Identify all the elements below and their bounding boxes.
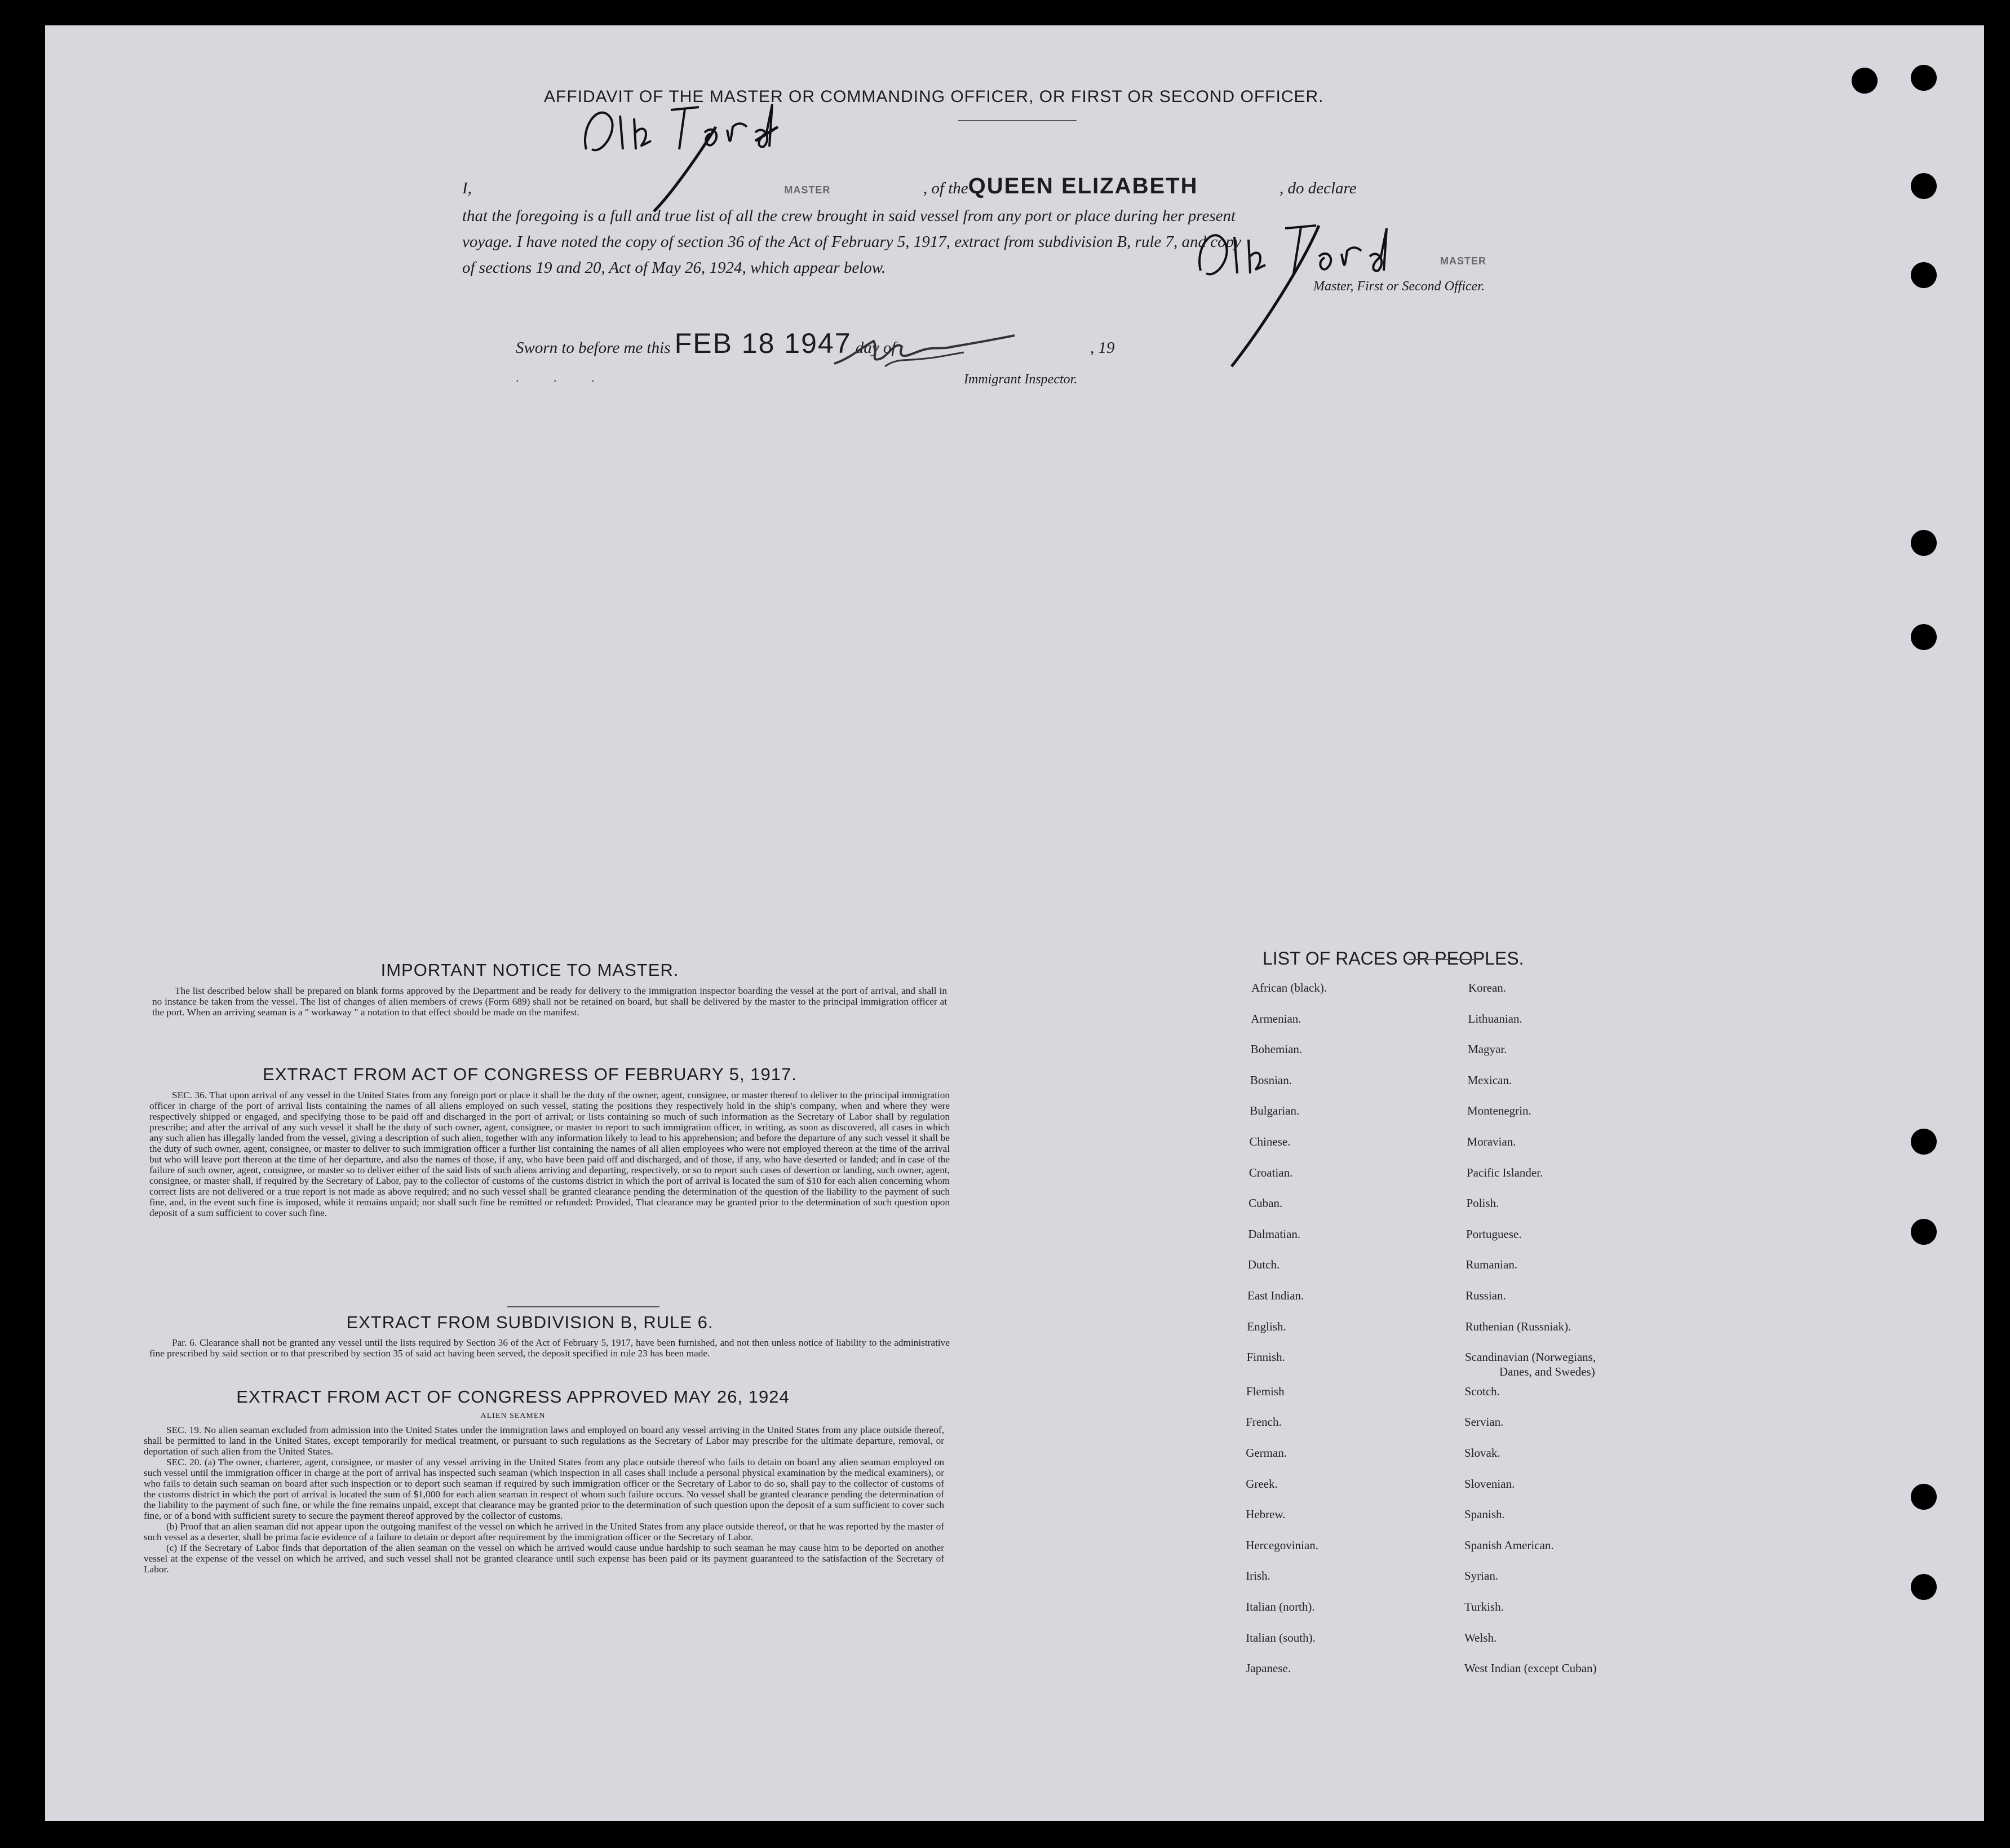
race-entry: Syrian. (1464, 1569, 1499, 1583)
extract-1924-subtitle: ALIEN SEAMEN (480, 1412, 546, 1420)
inspector-signature (829, 319, 1020, 383)
race-entry: Turkish. (1464, 1600, 1504, 1613)
extract-1917-paragraph: SEC. 36. That upon arrival of any vessel in the United States from any foreign port or place it shall be the duty of the owner, agent, consignee, or master thereof to deliver to the principal immigration officer in charge of the port of arrival lists containing the names of all aliens employed on such vessel, stating the positions they respectively hold in the ship's company, when and where they were respectively shipped or engaged, and specifying those to be paid off and discharged in the port of arrival; or lists containing so much of such information as the Secretary of Labor shall by regulation prescribe; and after the arrival of any such vessel it shall be the duty of such owner, agent, consignee, or master to report to such immigration officer, in writing, as soon as discovered, all cases in which any such alien has illegally landed from the vessel, giving a description of such alien, together with any information likely to lead to his apprehension; and before the departure of any such vessel it shall be the duty of such owner, agent, consignee, or master to deliver to such immigration officer a further list containing the names of all alien employees who were not employed thereon at the time of the arrival but who will leave port thereon at the time of her departure, and also the names of those, if any, who have been paid off and discharged, and of those, if any, who have deserted or landed; and in case of the failure of such owner, agent, consignee, or master so to deliver either of the said lists of such aliens arriving and departing, respectively, or so to report such cases of desertion or landing, such owner, agent, consignee, or master shall, if required by the Secretary of Labor, pay to the collector of customs of the customs district in which the port of arrival is located the sum of $10 for each alien concerning whom correct lists are not delivered or a true report is not made as above required; and no such vessel shall be granted clearance pending the determination of the question of the liability to the payment of such fine, and, in the event such fine is imposed, while it remains unpaid; nor shall such fine be remitted or refunded: Provided, That clearance may be granted prior to the determination of such question upon deposit of a sum sufficient to cover such fine. (149, 1090, 950, 1218)
race-entry: Finnish. (1246, 1350, 1285, 1364)
race-entry: Portuguese. (1466, 1227, 1522, 1241)
ship-name: QUEEN ELIZABETH (968, 174, 1198, 198)
sec-20a-paragraph: SEC. 20. (a) The owner, charterer, agent, consignee, or master of any vessel arriving in the United States from any place outside thereof who fails to detain on board any alien seaman employed on such vessel until the immigration officer in charge at the port of arrival has inspected such seaman (which inspection in all cases shall include a personal physical examination by the medical examiners), or who fails to detain such seaman on board after such inspection or to deport such seaman if required by such immigration officer or the Secretary of Labor to do so, shall pay to the collector of customs of the customs district in which the port of arrival is located the sum of $1,000 for each alien seaman in respect of whom such failure occurs. No vessel shall be granted clearance pending the determination of the liability to the payment of such fine, or while the fine remains unpaid, except that clearance may be granted prior to the determination of such question upon the deposit of a sum sufficient to cover such fine, or of a bond with sufficient surety to secure the payment thereof approved by the collector of customs. (144, 1457, 944, 1521)
extract-1924-text (144, 1425, 944, 1575)
section-rule (507, 1306, 659, 1307)
subdivision-paragraph: Par. 6. Clearance shall not be granted any vessel until the lists required by Section 36 of the Act of February 5, 1917, have been furnished, and not then unless notice of liability to the administrative fine prescribed by said section or to that prescribed by section 35 of said act having been served, the deposit specified in rule 23 has been made. (149, 1337, 950, 1359)
race-entry: Ruthenian (Russniak). (1465, 1319, 1571, 1333)
race-entry: Chinese. (1249, 1135, 1291, 1148)
race-entry: Irish. (1246, 1569, 1270, 1583)
race-entry: French. (1246, 1415, 1282, 1429)
race-entry: Slovak. (1464, 1446, 1500, 1460)
declaration-line-3: voyage. I have noted the copy of section 36 of the Act of February 5, 1917, extract from subdivision B, rule 7, and copy (462, 233, 1242, 251)
sworn-day-of: day of (855, 339, 896, 357)
race-entry: Korean. (1468, 981, 1507, 994)
affidavit-title: AFFIDAVIT OF THE MASTER OR COMMANDING OFFICER, OR FIRST OR SECOND OFFICER. (544, 87, 1324, 106)
race-entry: Lithuanian. (1468, 1011, 1522, 1025)
sec-19-paragraph: SEC. 19. No alien seaman excluded from admission into the United States under the immigration laws and employed on board any vessel arriving in the United States from any place outside thereof, shall be permitted to land in the United States, except temporarily for medical treatment, or pursuant to such regulations as the Secretary of Labor may prescribe for the ultimate departure, removal, or deportation of such alien from the United States. (144, 1425, 944, 1457)
inspector-caption: Immigrant Inspector. (964, 372, 1078, 387)
race-entry: Magyar. (1468, 1042, 1507, 1056)
declaration-of: , of the (923, 179, 968, 197)
extract-1917-text (149, 1090, 950, 1218)
race-entry: Cuban. (1248, 1196, 1283, 1210)
binder-hole (1911, 65, 1937, 91)
races-title-rule (1409, 959, 1482, 960)
race-entry-continuation: Danes, and Swedes) (1499, 1365, 1595, 1378)
race-entry: Servian. (1464, 1415, 1504, 1429)
race-entry: Spanish. (1464, 1507, 1505, 1522)
notice-title: IMPORTANT NOTICE TO MASTER. (380, 960, 679, 980)
race-entry: Flemish (1246, 1384, 1285, 1398)
binder-hole (1911, 624, 1937, 650)
binder-hole (1911, 530, 1937, 556)
binder-hole (1852, 68, 1878, 94)
sec-20b-paragraph: (b) Proof that an alien seaman did not appear upon the outgoing manifest of the vessel on which he arrived in the United States from any place outside thereof, or that he was reported by the master of such vessel as a deserter, shall be prima facie evidence of a failure to detain or deport after requirement by the immigration officer or the Secretary of Labor. (144, 1521, 944, 1542)
race-entry: West Indian (except Cuban) (1464, 1661, 1597, 1675)
declaration-suffix: , do declare (1279, 179, 1357, 197)
race-entry: Russian. (1466, 1289, 1506, 1302)
binder-hole (1911, 1129, 1937, 1155)
race-entry: Moravian. (1467, 1135, 1516, 1148)
dot-leader: . . . (516, 370, 610, 384)
race-entry: Greek. (1246, 1476, 1278, 1491)
race-entry: Dalmatian. (1248, 1227, 1301, 1241)
race-entry: Slovenian. (1464, 1476, 1515, 1491)
binder-hole (1911, 173, 1937, 199)
race-entry: Mexican. (1467, 1073, 1512, 1087)
signer-caption: Master, First or Second Officer. (1313, 279, 1485, 294)
declaration-line-4: of sections 19 and 20, Act of May 26, 1924, which appear below. (462, 259, 886, 277)
sec-20c-paragraph: (c) If the Secretary of Labor finds that deportation of the alien seaman on the vessel on which he arrived would cause undue hardship to such seaman he may cause him to be deported on another vessel at the expense of the vessel on which he arrived, and such vessel shall not be granted clearance until such expense has been paid or its payment guaranteed to the satisfaction of the Secretary of Labor. (144, 1542, 944, 1575)
race-entry: Scandinavian (Norwegians, (1465, 1350, 1596, 1364)
sworn-year: , 19 (1090, 339, 1115, 357)
race-entry: East Indian. (1247, 1289, 1304, 1302)
rank-stamp: MASTER (784, 184, 831, 196)
notice-paragraph: The list described below shall be prepared on blank forms approved by the Department and be ready for delivery to the immigration inspector boarding the vessel at the port of arrival, and shall in no instance be taken from the vessel. The list of changes of alien members of crews (Form 689) shall not be retained on board, but shall be delivered by the master to the principal immigration officer at the port. When an arriving seaman is a " workaway " a notation to that effect should be made on the manifest. (152, 985, 947, 1018)
master-signature-2 (1178, 214, 1426, 381)
race-entry: Bohemian. (1250, 1042, 1303, 1056)
race-entry: Hercegovinian. (1246, 1538, 1319, 1552)
race-entry: Hebrew. (1246, 1507, 1286, 1522)
race-entry: Rumanian. (1466, 1258, 1518, 1272)
binder-hole (1911, 262, 1937, 288)
document-page (45, 25, 1984, 1821)
notice-text (152, 985, 947, 1018)
subdivision-title: EXTRACT FROM SUBDIVISION B, RULE 6. (346, 1312, 714, 1332)
sworn-prefix: Sworn to before me this (516, 339, 671, 357)
race-entry: Dutch. (1247, 1258, 1280, 1272)
binder-hole (1911, 1219, 1937, 1245)
race-entry: Scotch. (1464, 1384, 1500, 1398)
race-entry: Welsh. (1464, 1630, 1497, 1644)
subdivision-text (149, 1337, 950, 1359)
extract-1924-title: EXTRACT FROM ACT OF CONGRESS APPROVED MAY 26, 1924 (236, 1387, 790, 1407)
race-entry: English. (1247, 1319, 1286, 1333)
race-entry: Spanish American. (1464, 1538, 1554, 1552)
race-entry: Pacific Islander. (1467, 1165, 1543, 1179)
extract-1917-title: EXTRACT FROM ACT OF CONGRESS OF FEBRUARY 5, 1917. (263, 1064, 797, 1084)
race-entry: Bulgarian. (1250, 1104, 1300, 1118)
declaration-prefix: I, (462, 179, 472, 197)
master-signature-1 (569, 93, 829, 209)
sworn-line (516, 327, 1114, 360)
race-entry: Italian (south). (1246, 1630, 1316, 1644)
race-entry: Japanese. (1246, 1661, 1291, 1675)
race-entry: Polish. (1466, 1196, 1499, 1210)
race-entry: German. (1246, 1446, 1287, 1460)
races-title: LIST OF RACES OR PEOPLES. (1263, 948, 1524, 969)
race-entry: Italian (north). (1246, 1600, 1315, 1613)
signer-stamp: MASTER (1440, 255, 1486, 267)
binder-hole (1911, 1484, 1937, 1510)
title-rule (958, 120, 1077, 121)
race-entry: Croatian. (1248, 1165, 1293, 1179)
race-entry: Bosnian. (1250, 1073, 1292, 1087)
declaration-line-2: that the foregoing is a full and true list of all the crew brought in said vessel from any port or place during her present (462, 207, 1236, 225)
race-entry: Montenegrin. (1467, 1104, 1531, 1118)
race-entry: Armenian. (1251, 1011, 1301, 1025)
sworn-date-stamp: FEB 18 1947 (674, 328, 852, 359)
race-entry: African (black). (1251, 981, 1327, 994)
binder-hole (1911, 1574, 1937, 1600)
